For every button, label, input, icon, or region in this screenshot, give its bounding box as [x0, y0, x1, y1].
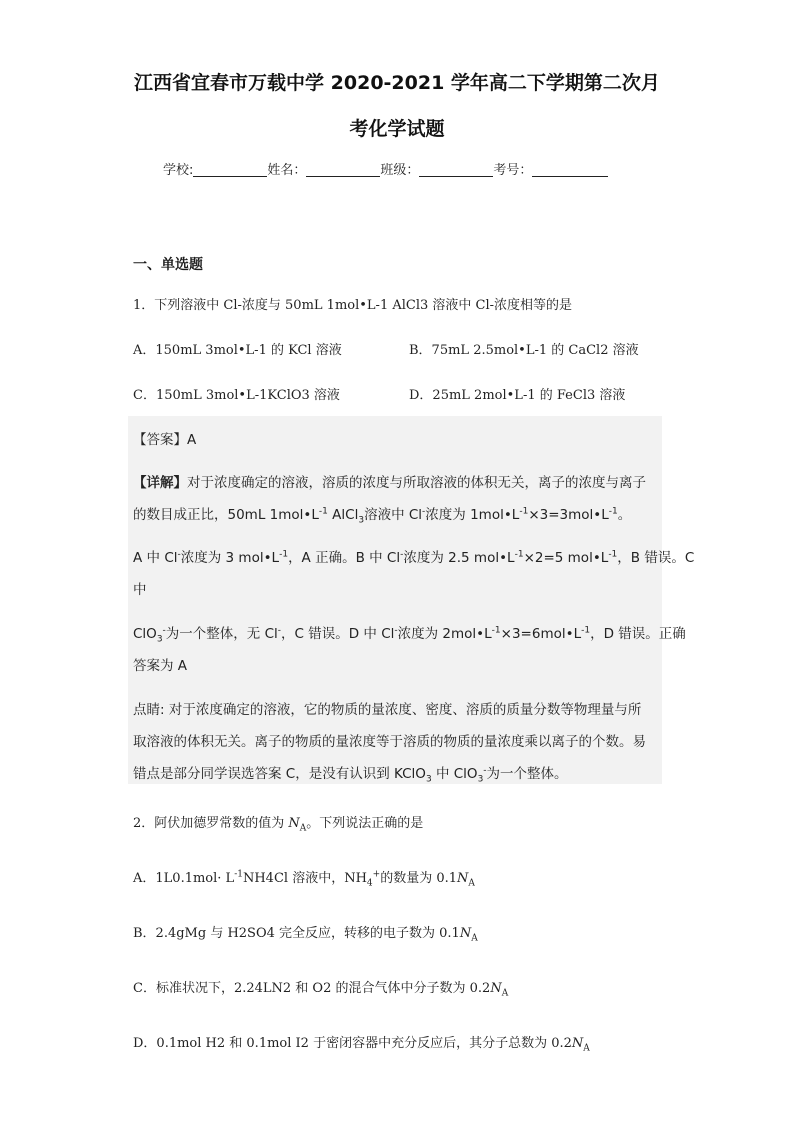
detail-tag: 【详解】 [133, 475, 187, 491]
q2-stem: 2．阿伏加德罗常数的值为 $N_A$。下列说法正确的是 [133, 816, 424, 834]
q1-option-c: C．150mL 3mol•L-1KClO3 溶液 [133, 388, 340, 403]
detail-line-4: 中 [133, 582, 147, 598]
hint-line-1: 点睛: 对于浓度确定的溶液，它的物质的量浓度、密度、溶质的质量分数等物理量与所 [133, 702, 642, 718]
detail-line-5: ClO$_3$-为一个整体，无 Cl-，C 错误。D 中 Cl-浓度为 $2mol•L^{-1}\times 3=6mol•L^{-1}$，D 错误。正确 [133, 625, 686, 645]
number-blank [532, 162, 608, 177]
q2-option-b: B．2.4gMg 与 H2SO4 完全反应，转移的电子数为 $0.1N_A$ [133, 926, 478, 944]
detail-text-3: A 中 Cl [133, 550, 178, 566]
title-line-1: 江西省宜春市万载中学 2020-2021 学年高二下学期第二次月 [134, 72, 660, 94]
detail-line-1 [133, 471, 646, 491]
q1-option-a: A．150mL 3mol•L-1 的 KCl 溶液 [133, 343, 342, 358]
q2-option-a: A．$1L0.1mol\cdot L^{-1}NH4Cl$ 溶液中，$NH_4^+$的数量为 $0.1N_A$ [133, 869, 475, 889]
q1-option-b: B．75mL 2.5mol•L-1 的 CaCl2 溶液 [409, 343, 639, 358]
field-name-label: 姓名： [267, 163, 307, 178]
q2-option-d-text: D．0.1mol H2 和 0.1mol I2 于密闭容器中充分反应后，其分子总数为 0.2 [133, 1036, 572, 1051]
detail-text-2: 的数目成正比，50mL 1mol•L [133, 507, 319, 523]
name-blank [306, 162, 380, 177]
q2-option-b-text: B．2.4gMg 与 H2SO4 完全反应，转移的电子数为 0.1 [133, 926, 460, 941]
detail-text-1: 对于浓度确定的溶液，溶质的浓度与所取溶液的体积无关，离子的浓度与离子 [187, 475, 646, 491]
field-class-label: 班级： [380, 163, 420, 178]
title-line-2: 考化学试题 [349, 118, 445, 140]
q2-stem-text: 2．阿伏加德罗常数的值为 [133, 816, 285, 831]
hint-line-3: 错点是部分同学误选答案 C，是没有认识到 KClO$_3$ 中 ClO$_3$-为一个整体。 [133, 765, 568, 785]
q1-option-d: D．25mL 2mol•L-1 的 FeCl3 溶液 [409, 388, 626, 403]
q2-option-a-text: A．1L0.1mol· L [133, 871, 235, 886]
detail-line-3: A 中 Cl-浓度为 3 $mol•L^{-1}$，A 正确。B 中 Cl-浓度为 2.5 $mol•L^{-1}\times 2=5$ $mol•L^{-1}$，B 错误。C [133, 549, 695, 566]
field-number-label: 考号： [493, 163, 533, 178]
student-info-row [163, 159, 608, 178]
field-school-label: 学校: [163, 163, 194, 178]
q2-option-c-text: C．标准状况下，2.24LN2 和 O2 的混合气体中分子数为 0.2 [133, 981, 491, 996]
detail-line-2: 的数目成正比，50mL $1mol•L^{-1}$ AlCl$_3$溶液中 Cl-浓度为 $1mol•L^{-1}\times 3=3mol•L^{-1}$。 [133, 506, 632, 526]
class-blank [419, 162, 493, 177]
q1-stem: 1．下列溶液中 Cl-浓度与 50mL 1mol•L-1 AlCl3 溶液中 Cl-浓度相等的是 [133, 298, 573, 313]
q2-option-c: C．标准状况下，2.24LN2 和 O2 的混合气体中分子数为 $0.2N_A$ [133, 981, 509, 999]
section-title: 一、单选题 [133, 257, 203, 273]
hint-text-3: 错点是部分同学误选答案 C，是没有认识到 KClO [133, 766, 426, 782]
detail-text-5b: ，C 错误。D 中 Cl [281, 626, 395, 642]
detail-line-6: 答案为 A [133, 658, 188, 674]
school-blank [193, 162, 267, 177]
hint-line-2: 取溶液的体积无关。离子的物质的量浓度等于溶质的物质的量浓度乘以离子的个数。易 [133, 734, 646, 750]
q2-option-d: D．0.1mol H2 和 0.1mol I2 于密闭容器中充分反应后，其分子总数为 $0.2N_A$ [133, 1036, 590, 1054]
answer-label: 【答案】A [133, 432, 197, 448]
detail-text-5: 为一个整体，无 Cl [165, 626, 278, 642]
